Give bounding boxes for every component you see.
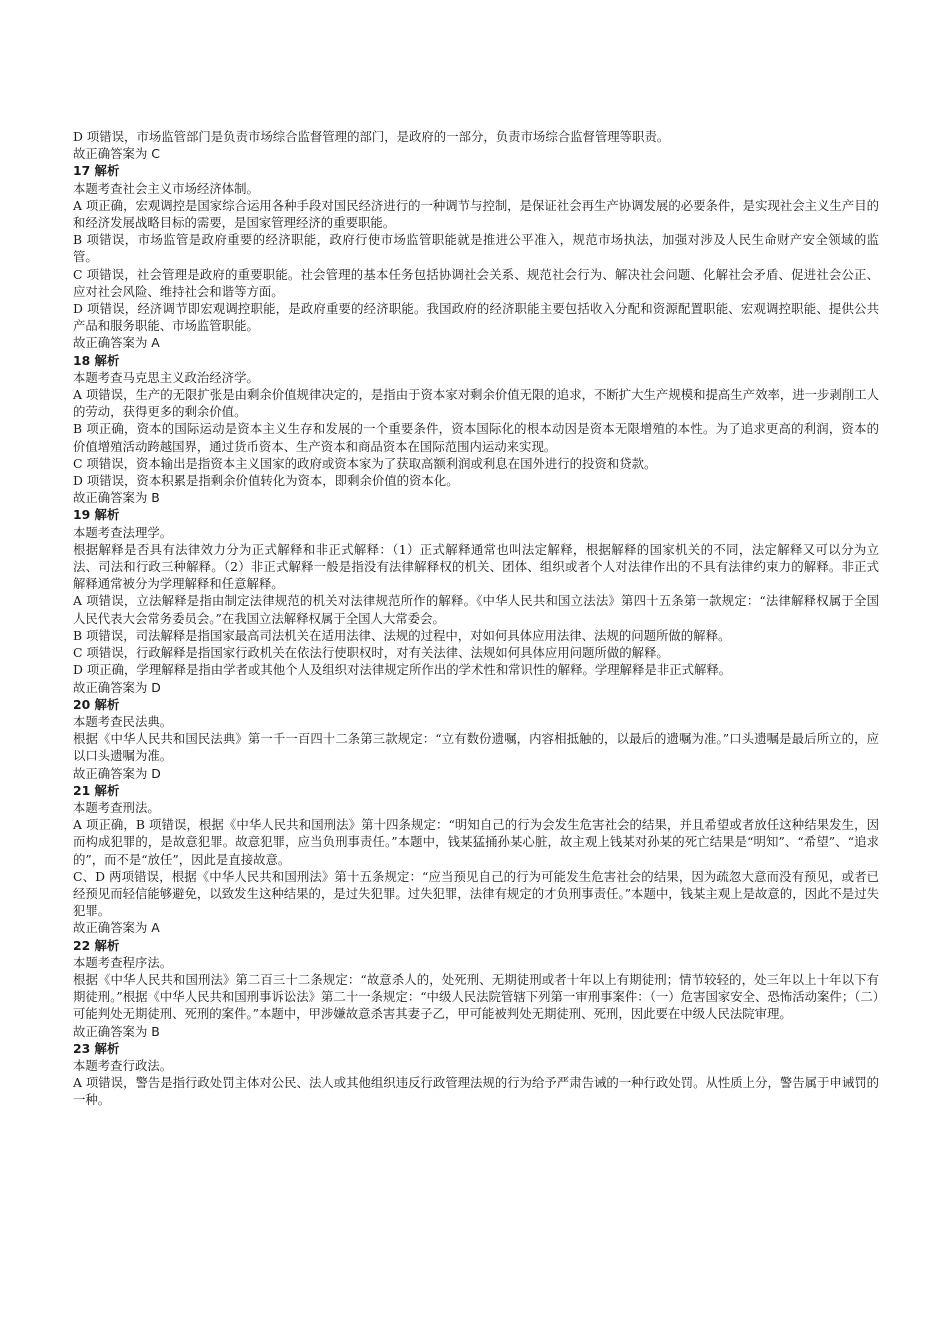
analysis-section — [73, 696, 879, 782]
section-paragraph: 本题考查行政法。 — [73, 1057, 173, 1073]
section-paragraph: 根据《中华人民共和国刑法》第二百三十二条规定：“故意杀人的，处死刑、无期徒刑或者十年以上有期徒刑；情节较轻的，处三年以上十年以下有期徒刑。”根据《中华人民共和国刑事诉讼法》第二十一条规定：“中级人民法院管辖下列第一审刑事案件：（一）危害国家安全、恐怖活动案件；（二）可能判处无期徒刑、死刑的案件。”本题中，甲涉嫌故意杀害其妻子乙，甲可能被判处无期徒刑、死刑，因此要在中级人民法院审理。 — [73, 971, 879, 1022]
section-paragraph: A 项错误，立法解释是指由制定法律规范的机关对法律规范所作的解释。《中华人民共和国立法法》第四十五条第一款规定：“法律解释权属于全国人民代表大会常务委员会。”在我国立法解释权属于全国人大常委会。 — [73, 593, 879, 626]
section-answer: 故正确答案为 B — [73, 490, 160, 506]
section-heading: 21 解析 — [73, 782, 120, 798]
section-answer: 故正确答案为 A — [73, 335, 160, 351]
section-paragraph: C 项错误，资本输出是指资本主义国家的政府或资本家为了获取高额利润或利息在国外进行的投资和贷款。 — [73, 455, 657, 471]
analysis-sections — [73, 162, 879, 1108]
analysis-section — [73, 937, 879, 1040]
section-answer: 故正确答案为 B — [73, 1023, 160, 1039]
section-paragraph: 根据解释是否具有法律效力分为正式解释和非正式解释：（1）正式解释通常也叫法定解释，根据解释的国家机关的不同，法定解释又可以分为立法、司法和行政三种解释。（2）非正式解释一般是指没有法律解释权的机关、团体、组织或者个人对法律作出的不具有法律约束力的解释。非正式解释通常被分为学理解释和任意解释。 — [73, 541, 879, 592]
section-paragraph: D 项正确，学理解释是指由学者或其他个人及组织对法律规定所作出的学术性和常识性的解释。学理解释是非正式解释。 — [73, 662, 732, 678]
section-heading: 19 解析 — [73, 507, 120, 523]
section-paragraph: A 项错误，警告是指行政处罚主体对公民、法人或其他组织违反行政管理法规的行为给予严肃告诫的一种行政处罚。从性质上分，警告属于申诫罚的一种。 — [73, 1075, 879, 1108]
intro-answer: 故正确答案为 C — [73, 146, 160, 162]
section-paragraph: C 项错误，社会管理是政府的重要职能。社会管理的基本任务包括协调社会关系、规范社会行为、解决社会问题、化解社会矛盾、促进社会公正、应对社会风险、维持社会和谐等方面。 — [73, 266, 879, 299]
section-paragraph: 本题考查法理学。 — [73, 524, 173, 540]
section-paragraph: 本题考查马克思主义政治经济学。 — [73, 369, 259, 385]
intro-paragraph-d: D 项错误，市场监管部门是负责市场综合监督管理的部门，是政府的一部分，负责市场综合监督管理等职责。 — [73, 129, 670, 144]
section-paragraph: C 项错误，行政解释是指国家行政机关在依法行使职权时，对有关法律、法规如何具体应用问题所做的解释。 — [73, 645, 669, 661]
section-paragraph: A 项错误，生产的无限扩张是由剩余价值规律决定的，是指由于资本家对剩余价值无限的追求，不断扩大生产规模和提高生产效率，进一步剥削工人的劳动，获得更多的剩余价值。 — [73, 387, 879, 420]
section-paragraph: 本题考查刑法。 — [73, 799, 160, 815]
section-paragraph: D 项错误，资本积累是指剩余价值转化为资本，即剩余价值的资本化。 — [73, 473, 459, 489]
section-paragraph: D 项错误，经济调节即宏观调控职能，是政府重要的经济职能。我国政府的经济职能主要包括收入分配和资源配置职能、宏观调控职能、提供公共产品和服务职能、市场监管职能。 — [73, 301, 879, 334]
section-paragraph: B 项错误，市场监管是政府重要的经济职能，政府行使市场监管职能就是推进公平准入，规范市场执法，加强对涉及人民生命财产安全领域的监管。 — [73, 232, 879, 265]
analysis-section — [73, 782, 879, 937]
analysis-section — [73, 162, 879, 351]
analysis-section — [73, 506, 879, 695]
section-answer: 故正确答案为 D — [73, 679, 161, 695]
analysis-section — [73, 1040, 879, 1109]
section-heading: 22 解析 — [73, 937, 120, 953]
section-paragraph: B 项错误，司法解释是指国家最高司法机关在适用法律、法规的过程中，对如何具体应用法律、法规的问题所做的解释。 — [73, 627, 731, 643]
section-heading: 23 解析 — [73, 1040, 120, 1056]
section-paragraph: C、D 两项错误，根据《中华人民共和国刑法》第十五条规定：“应当预见自己的行为可能发生危害社会的结果，因为疏忽大意而没有预见，或者已经预见而轻信能够避免，以致发生这种结果的，是过失犯罪。过失犯罪，法律有规定的才负刑事责任。”本题中，钱某主观上是故意的，因此不是过失犯罪。 — [73, 868, 879, 919]
section-paragraph: A 项正确，B 项错误，根据《中华人民共和国刑法》第十四条规定：“明知自己的行为会发生危害社会的结果，并且希望或者放任这种结果发生，因而构成犯罪的，是故意犯罪。故意犯罪，应当负刑事责任。”本题中，钱某猛捅孙某心脏，故主观上钱某对孙某的死亡结果是“明知”、“希望”、“追求的”，而不是“放任”，因此是直接故意。 — [73, 817, 879, 867]
analysis-section — [73, 352, 879, 507]
section-heading: 17 解析 — [73, 163, 120, 179]
section-heading: 18 解析 — [73, 352, 120, 368]
section-paragraph: 本题考查程序法。 — [73, 954, 173, 970]
section-answer: 故正确答案为 A — [73, 920, 160, 936]
section-paragraph: B 项正确，资本的国际运动是资本主义生存和发展的一个重要条件，资本国际化的根本动因是资本无限增殖的本性。为了追求更高的利润，资本的价值增殖活动跨越国界，通过货币资本、生产资本和商品资本在国际范围内运动来实现。 — [73, 421, 879, 454]
section-paragraph: 本题考查民法典。 — [73, 713, 173, 729]
section-paragraph: 根据《中华人民共和国民法典》第一千一百四十二条第三款规定：“立有数份遗嘱，内容相抵触的，以最后的遗嘱为准。”口头遗嘱是最后所立的，应以口头遗嘱为准。 — [73, 731, 879, 764]
section-paragraph: A 项正确，宏观调控是国家综合运用各种手段对国民经济进行的一种调节与控制，是保证社会再生产协调发展的必要条件，是实现社会主义生产目的和经济发展战略目标的需要，是国家管理经济的重要职能。 — [73, 197, 879, 231]
section-paragraph: 本题考查社会主义市场经济体制。 — [73, 180, 259, 196]
section-heading: 20 解析 — [73, 696, 120, 712]
document-page — [73, 128, 879, 1109]
section-answer: 故正确答案为 D — [73, 765, 161, 781]
